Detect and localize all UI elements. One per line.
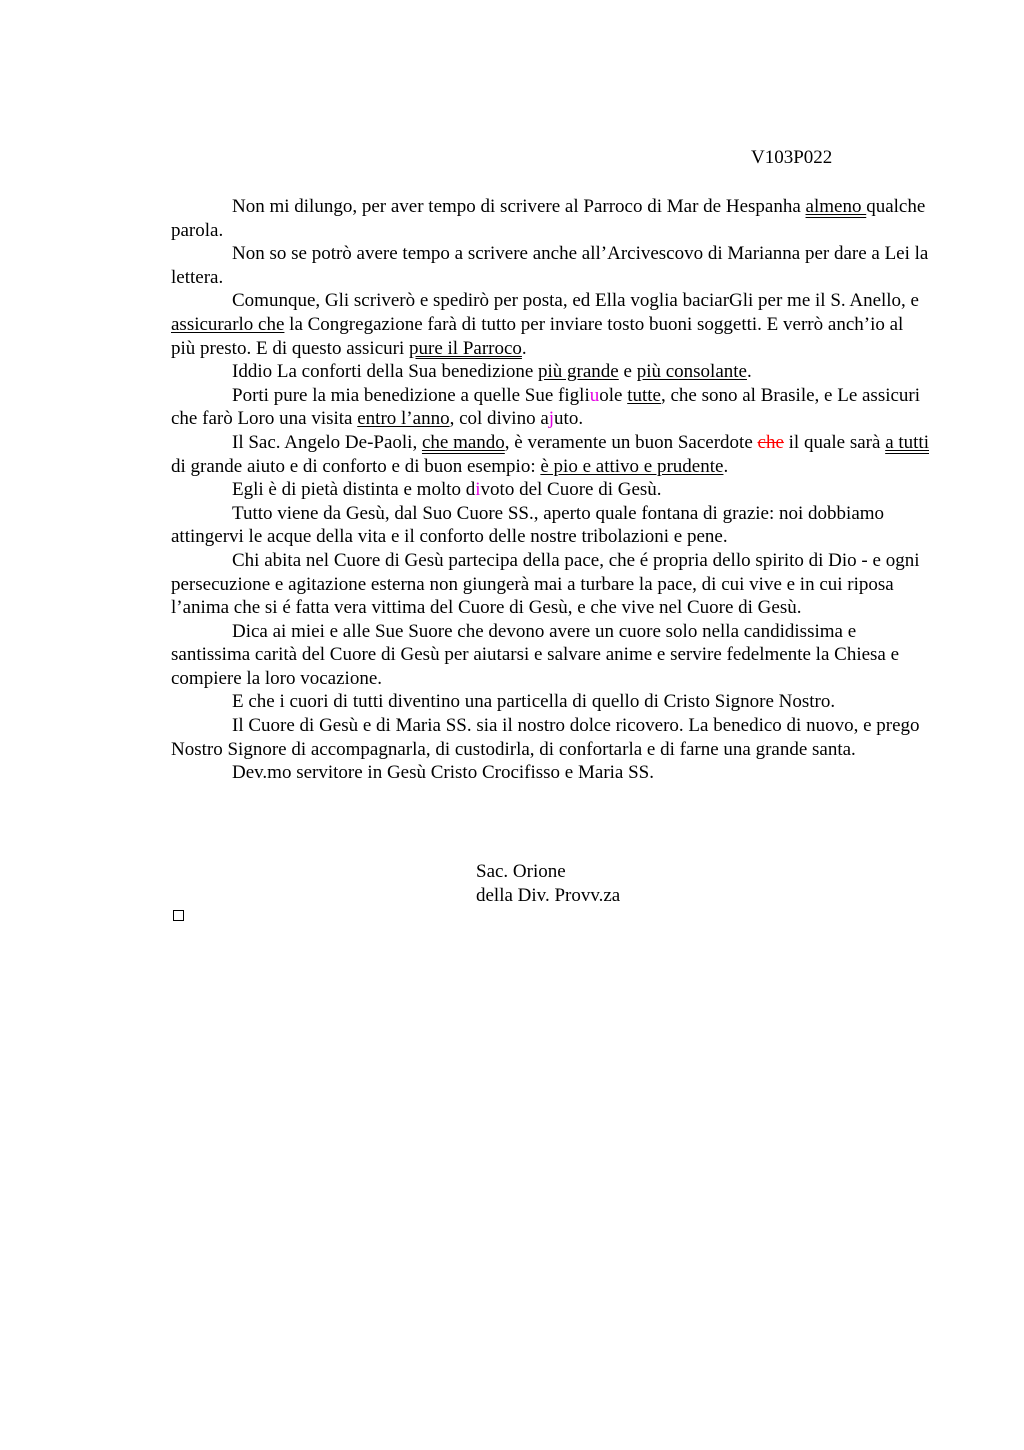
paragraph <box>171 714 931 761</box>
signature-block <box>476 860 620 907</box>
paragraph <box>171 549 931 620</box>
inserted-letter: j <box>548 408 555 430</box>
text-segment: ole <box>599 384 628 406</box>
signature-title: della Div. Provv.za <box>476 884 621 906</box>
paragraph <box>171 242 931 289</box>
text-segment: uto. <box>554 408 584 430</box>
inserted-letter: i <box>475 479 481 501</box>
text-segment: Iddio La conforti della Sua benedizione <box>232 361 539 383</box>
paragraph <box>171 502 931 549</box>
paragraph <box>171 620 931 691</box>
double-underlined-text: almeno <box>805 196 867 217</box>
paragraph <box>171 195 931 242</box>
text-segment: Comunque, Gli scriverò e spedirò per posta, ed Ella voglia baciarGli per me il S. Anello, e <box>232 290 919 312</box>
text-segment: qualche parola. <box>171 196 926 241</box>
text-segment: voto del Cuore di Gesù. <box>480 479 662 501</box>
underlined-text: tutte <box>627 384 661 406</box>
paragraph <box>171 478 931 502</box>
text-segment: . <box>723 455 729 477</box>
text-segment: Non mi dilungo, per aver tempo di scrivere al Parroco di Mar de Hespanha <box>232 196 806 217</box>
text-segment: E che i cuori di tutti diventino una particella di quello di Cristo Signore Nostro. <box>232 691 836 713</box>
text-segment: Porti pure la mia benedizione a quelle Sue figli <box>232 384 590 406</box>
deleted-text: che <box>757 431 784 453</box>
inserted-letter: u <box>589 384 600 406</box>
text-segment: Dev.mo servitore in Gesù Cristo Crocifisso e Maria SS. <box>232 762 654 784</box>
text-segment: Dica ai miei e alle Sue Suore che devono avere un cuore solo nella candidissima e santissima carità del Cuore di Gesù per aiutarsi e salvare anime e servire fedelmente la Chiesa e compiere la loro vocazione. <box>171 620 900 689</box>
text-segment: Chi abita nel Cuore di Gesù partecipa della pace, che é propria dello spirito di Dio - e ogni persecuzione e agitazione esterna non giungerà mai a turbare la pace, di cui vive e in cui riposa l’anima che si é fatta vera vittima del Cuore di Gesù, e che vive nel Cuore di Gesù. <box>171 549 920 619</box>
text-segment: e <box>618 361 637 383</box>
document-code: V103P022 <box>751 147 833 168</box>
paragraph <box>171 431 931 478</box>
double-underlined-text: a tutti <box>885 431 929 453</box>
underlined-text: più consolante <box>636 361 747 383</box>
paragraph <box>171 690 931 714</box>
paragraph <box>171 384 931 431</box>
text-segment: la Congregazione farà di tutto per inviare tosto buoni soggetti. E verrò anch’io al più presto. E di questo assicuri <box>171 313 904 359</box>
text-segment: Egli è di pietà distinta e molto d <box>232 479 476 501</box>
text-segment: Tutto viene da Gesù, dal Suo Cuore SS., aperto quale fontana di grazie: noi dobbiamo attingervi le acque della vita e il conforto delle nostre tribolazioni e pene. <box>171 502 885 548</box>
text-segment: Il Sac. Angelo De-Paoli, <box>232 431 422 453</box>
underlined-text: assicurarlo che <box>171 313 285 335</box>
double-underlined-text: che mando <box>421 431 505 453</box>
text-segment: il quale sarà <box>783 431 886 453</box>
paragraph <box>171 761 931 785</box>
underlined-text: entro l’anno <box>357 408 450 430</box>
square-outline-icon <box>173 910 184 921</box>
paragraph <box>171 360 931 384</box>
text-segment: Non so se potrò avere tempo a scrivere anche all’Arcivescovo di Marianna per dare a Lei la lettera. <box>171 243 929 288</box>
underlined-text: più grande <box>538 361 619 383</box>
double-underlined-text: pure il Parroco <box>409 337 522 359</box>
text-segment: , è veramente un buon Sacerdote <box>504 431 758 453</box>
paragraph <box>171 289 931 360</box>
signature-name: Sac. Orione <box>476 861 566 882</box>
text-segment: . <box>521 337 527 359</box>
text-segment: Il Cuore di Gesù e di Maria SS. sia il nostro dolce ricovero. La benedico di nuovo, e prego Nostro Signore di accompagnarla, di custodirla, di confortarla e di farne una grande santa. <box>171 715 920 760</box>
text-segment: , col divino a <box>449 408 549 430</box>
underlined-text: è pio e attivo e prudente <box>540 455 724 477</box>
letter-body <box>171 195 931 785</box>
text-segment: . <box>746 361 752 383</box>
text-segment: , che sono al Brasile, e Le assicuri che farò Loro una visita <box>171 384 921 430</box>
text-segment: di grande aiuto e di conforto e di buon esempio: <box>171 455 541 477</box>
